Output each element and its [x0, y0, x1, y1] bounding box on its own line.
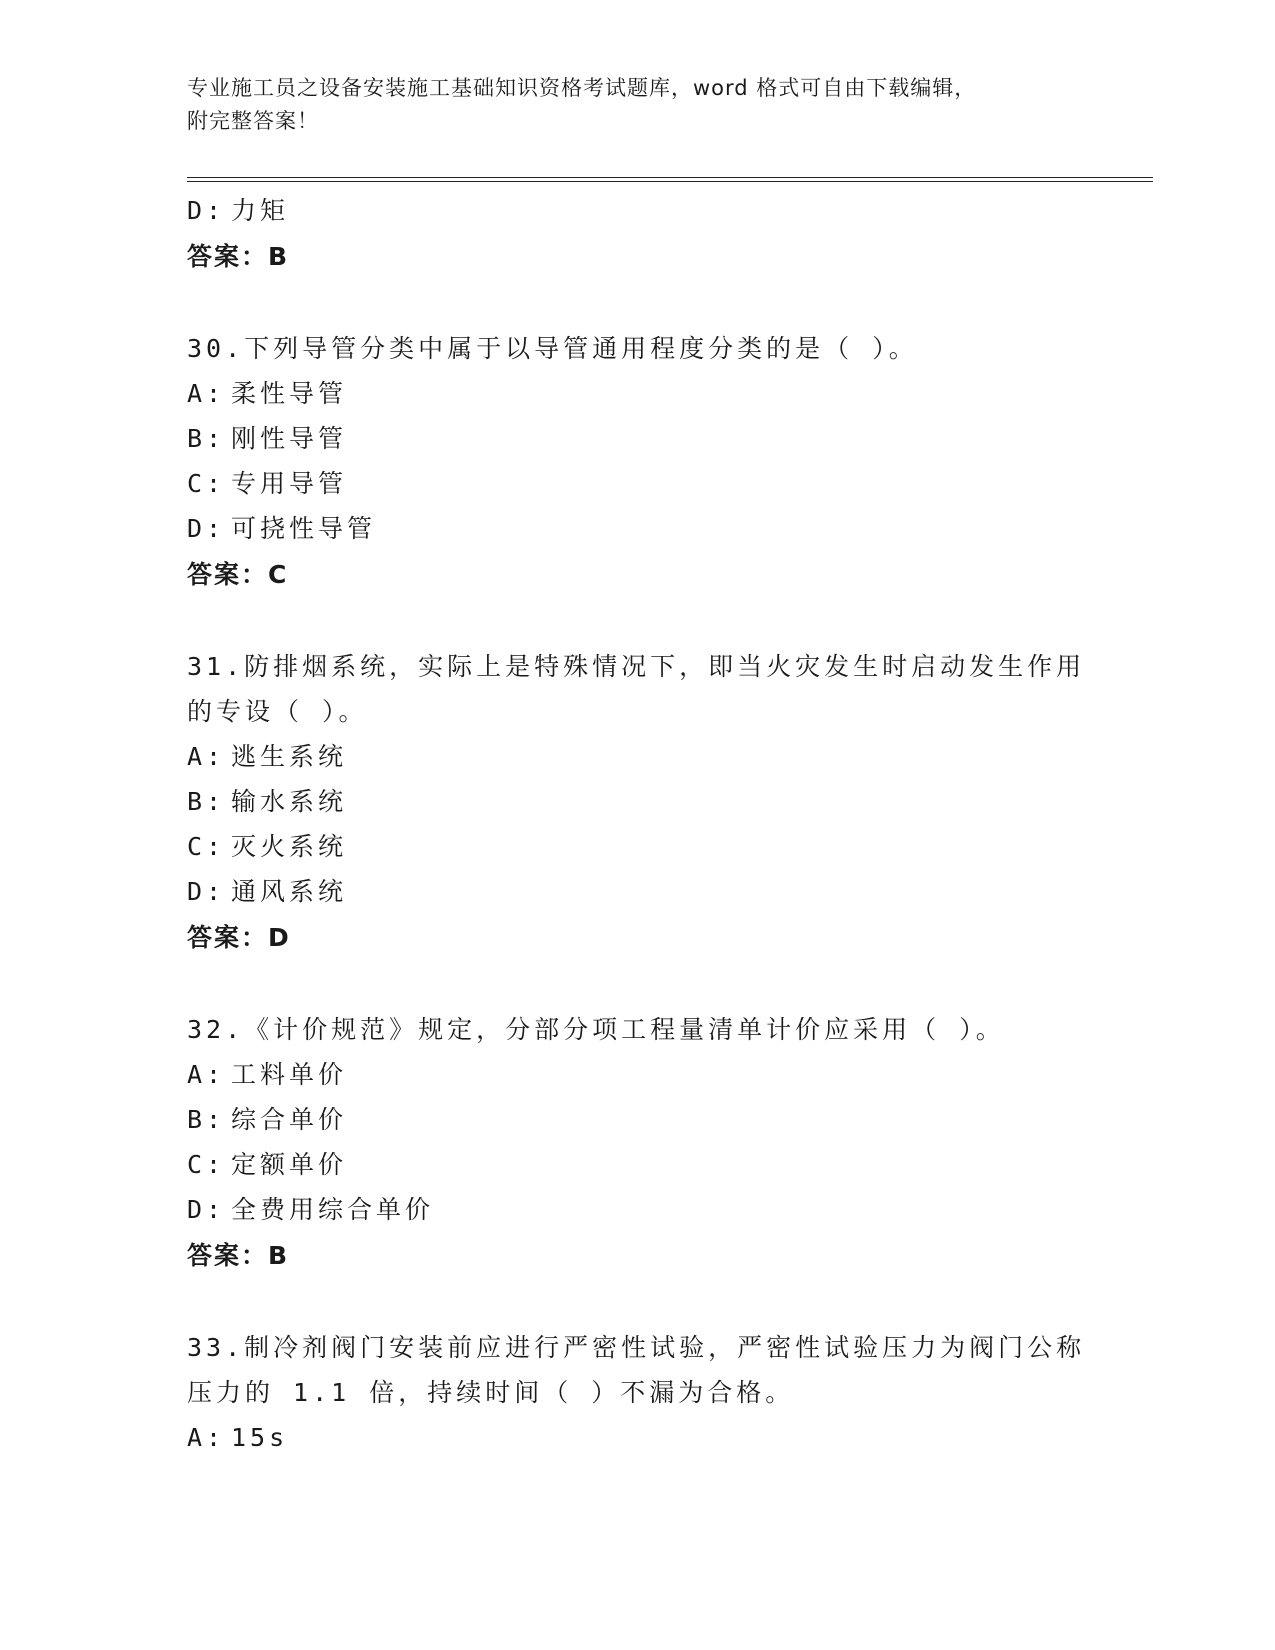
option-a	[187, 734, 1087, 779]
question-stem: 33.制冷剂阀门安装前应进行严密性试验，严密性试验压力为阀门公称	[187, 1333, 1086, 1362]
option-text: 工料单价	[231, 1060, 348, 1089]
option-d	[187, 188, 1087, 233]
option-letter: B:	[187, 787, 226, 816]
question-32	[187, 1007, 1087, 1279]
option-b	[187, 779, 1087, 824]
option-text: 刚性导管	[231, 424, 348, 453]
option-text: 通风系统	[231, 877, 348, 906]
question-stem-continued: 的专设（ ）。	[187, 697, 368, 726]
option-c	[187, 1142, 1087, 1187]
option-b	[187, 416, 1087, 461]
option-letter: D:	[187, 877, 226, 906]
question-33	[187, 1325, 1087, 1460]
option-c	[187, 824, 1087, 869]
question-stem: 30.下列导管分类中属于以导管通用程度分类的是（ ）。	[187, 334, 918, 363]
option-a	[187, 1415, 1087, 1460]
option-b	[187, 1097, 1087, 1142]
option-letter: A:	[187, 379, 226, 408]
option-d	[187, 506, 1087, 551]
option-letter: C:	[187, 469, 226, 498]
option-text: 灭火系统	[231, 832, 348, 861]
question-stem-continued: 压力的 1.1 倍，持续时间（ ）不漏为合格。	[187, 1378, 795, 1407]
option-text: 全费用综合单价	[231, 1195, 435, 1224]
option-letter: A:	[187, 1060, 226, 1089]
option-letter: A:	[187, 1423, 226, 1452]
option-c	[187, 461, 1087, 506]
option-letter: B:	[187, 1105, 226, 1134]
header-divider	[187, 177, 1153, 182]
option-letter: C:	[187, 1150, 226, 1179]
question-stem: 32.《计价规范》规定，分部分项工程量清单计价应采用（ ）。	[187, 1015, 1005, 1044]
answer-line: 答案：B	[187, 242, 290, 271]
answer-line: 答案：B	[187, 1241, 290, 1270]
document-header	[187, 72, 1067, 138]
option-letter: D:	[187, 196, 226, 225]
answer-line: 答案：C	[187, 560, 289, 589]
question-31	[187, 644, 1087, 961]
header-title-line-2: 附完整答案！	[187, 109, 319, 133]
option-a	[187, 371, 1087, 416]
option-text: 柔性导管	[231, 379, 348, 408]
option-a	[187, 1052, 1087, 1097]
option-text: 输水系统	[231, 787, 348, 816]
question-list	[187, 188, 1087, 1460]
option-letter: A:	[187, 742, 226, 771]
question-stem: 31.防排烟系统，实际上是特殊情况下，即当火灾发生时启动发生作用	[187, 652, 1086, 681]
option-d	[187, 869, 1087, 914]
option-text: 综合单价	[231, 1105, 348, 1134]
option-text: 逃生系统	[231, 742, 348, 771]
option-text: 力矩	[231, 196, 290, 225]
question-30	[187, 326, 1087, 598]
option-letter: C:	[187, 832, 226, 861]
option-letter: B:	[187, 424, 226, 453]
option-letter: D:	[187, 1195, 226, 1224]
option-text: 专用导管	[231, 469, 348, 498]
option-d	[187, 1187, 1087, 1232]
option-letter: D:	[187, 514, 226, 543]
option-text: 定额单价	[231, 1150, 348, 1179]
answer-line: 答案：D	[187, 923, 291, 952]
option-text: 15s	[231, 1423, 289, 1452]
option-text: 可挠性导管	[231, 514, 377, 543]
header-title-line-1: 专业施工员之设备安装施工基础知识资格考试题库，word 格式可自由下载编辑，	[187, 76, 977, 100]
